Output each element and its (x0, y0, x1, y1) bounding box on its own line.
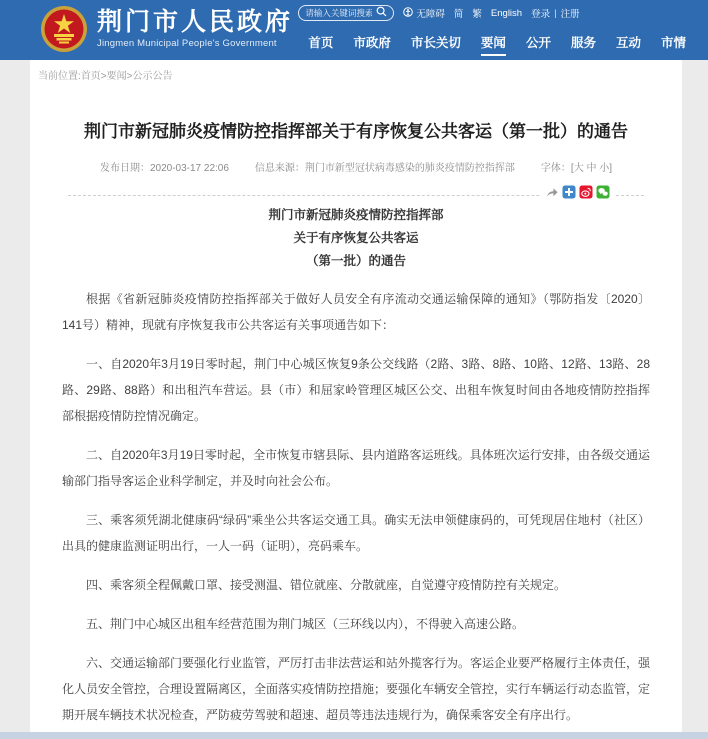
article (30, 82, 682, 739)
article-body (62, 286, 650, 728)
accessibility-link[interactable]: 无障碍 (403, 6, 445, 20)
site-brand[interactable] (40, 5, 293, 53)
lang-simplified[interactable]: 简 (453, 9, 464, 20)
paragraph-2: 二、自2020年3月19日零时起，全市恢复市辖县际、县内道路客运班线。具体班次运行安排，由各级交通运输部门指导客运企业科学制定，并及时向社会公布。 (62, 447, 650, 488)
breadcrumb-notices[interactable]: 公示公告 (132, 71, 173, 82)
search-box[interactable] (298, 5, 394, 21)
nav-interaction[interactable]: 互动 (615, 36, 641, 50)
share-toolbar (541, 185, 614, 199)
search-input[interactable] (305, 8, 372, 18)
breadcrumb-prefix: 当前位置: (38, 71, 81, 82)
paragraph-4: 四、乘客须全程佩戴口罩、接受测温、错位就座、分散就座，自觉遵守疫情防控有关规定。 (86, 577, 567, 592)
lang-traditional[interactable]: 繁 (472, 9, 482, 20)
site-subtitle: Jingmen Municipal People's Government (97, 38, 277, 50)
nav-government[interactable]: 市政府 (353, 36, 391, 50)
paragraph-5: 五、荆门中心城区出租车经营范围为荆门城区（三环线以内），不得驶入高速公路。 (86, 616, 525, 631)
breadcrumb-news[interactable]: 要闻 (106, 71, 127, 82)
main-nav (298, 30, 696, 57)
paragraph-6: 六、交通运输部门要强化行业监管，严厉打击非法营运和站外揽客行为。客运企业要严格履行主体责任，强化人员安全管控，合理设置隔离区，全面落实疫情防控措施；要强化车辆安全管控，实行车辆运行动态监管，定期开展车辆技术状况检查，严防疲劳驾驶和超速、超员等违法违规行为，确保乘客安全有序出行。 (62, 655, 651, 722)
nav-open[interactable]: 公开 (525, 36, 551, 50)
document-heading (62, 204, 650, 273)
breadcrumb-home[interactable]: 首页 (80, 71, 101, 82)
share-more-icon[interactable] (562, 185, 576, 199)
accessibility-icon (403, 7, 413, 20)
site-header (0, 0, 708, 60)
nav-services[interactable]: 服务 (570, 36, 596, 50)
search-icon[interactable] (376, 6, 387, 20)
article-title: 荆门市新冠肺炎疫情防控指挥部关于有序恢复公共客运（第一批）的通告 (84, 122, 628, 141)
wechat-icon[interactable] (596, 185, 610, 199)
paragraph-3: 三、乘客须凭湖北健康码“绿码”乘坐公共客运交通工具。确实无法申领健康码的，可凭现居住地村（社区）出具的健康监测证明出行，一人一码（证明），亮码乘车。 (62, 512, 650, 553)
nav-home[interactable]: 首页 (308, 36, 334, 50)
nav-mayor[interactable]: 市长关切 (410, 36, 461, 50)
login-link[interactable]: 登录 (531, 9, 551, 20)
doc-heading-line-1: 荆门市新冠肺炎疫情防控指挥部 (268, 207, 444, 222)
publish-date: 发布日期：2020-03-17 22:06 (99, 162, 229, 174)
weibo-icon[interactable] (579, 185, 593, 199)
doc-heading-line-2: 关于有序恢复公共客运 (293, 230, 419, 245)
breadcrumb: 当前位置:首页>要闻>公示公告 (38, 71, 173, 82)
bottom-strip (0, 732, 708, 739)
doc-heading-line-3: （第一批）的通告 (305, 253, 406, 268)
national-emblem-logo (40, 5, 88, 53)
share-arrow-icon[interactable] (545, 185, 559, 199)
meta-divider (68, 178, 644, 196)
paragraph-intro: 根据《省新冠肺炎疫情防控指挥部关于做好人员安全有序流动交通运输保障的通知》（鄂防指发〔2020〕141号）精神，现就有序恢复我市公共客运有关事项通告如下： (62, 291, 650, 332)
site-title[interactable]: 荆门市人民政府 (97, 7, 294, 36)
article-meta (62, 159, 650, 174)
content-card (30, 60, 682, 732)
font-size-control[interactable]: 字体：[大 中 小] (540, 162, 613, 174)
register-link[interactable]: 注册 (560, 9, 580, 20)
info-source: 信息来源：荆门市新型冠状病毒感染的肺炎疫情防控指挥部 (254, 162, 515, 174)
paragraph-1: 一、自2020年3月19日零时起，荆门中心城区恢复9条公交线路（2路、3路、8路、10路、12路、13路、28路、29路、88路）和出租汽车营运。县（市）和屈家岭管理区城区公交、出租车恢复时间由各地疫情防控指挥部根据疫情防控情况确定。 (62, 356, 650, 423)
nav-city-info[interactable]: 市情 (660, 36, 686, 50)
lang-english[interactable]: English (490, 7, 523, 19)
nav-news[interactable]: 要闻 (471, 30, 516, 57)
login-register-divider: | (554, 7, 557, 19)
